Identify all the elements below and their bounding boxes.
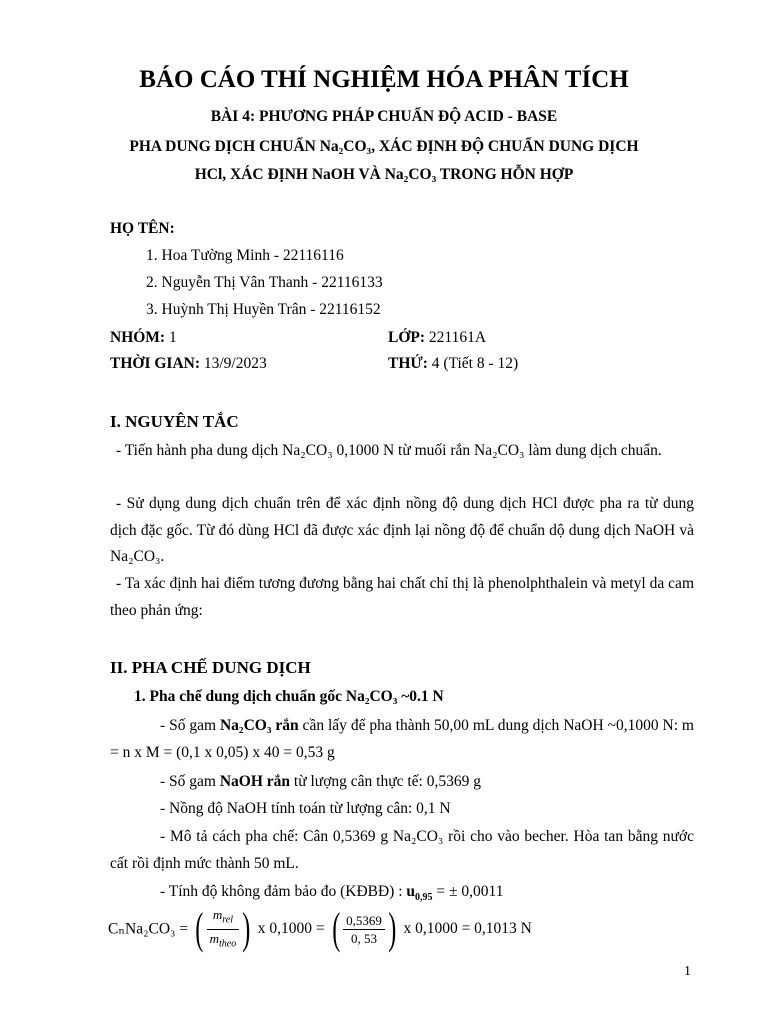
report-title: BÁO CÁO THÍ NGHIỆM HÓA PHÂN TÍCH <box>139 66 629 93</box>
uncertainty-symbol: $u_{0,95}$ <box>406 883 433 904</box>
member-3: 3. Huỳnh Thị Huyền Trân - 22116152 <box>146 301 381 318</box>
solid-mass-line <box>110 713 694 766</box>
left-paren-1: ( <box>195 904 204 954</box>
uncertainty-value: = ± 0,0011 <box>432 883 504 900</box>
solid-mass-prefix: - Số gam <box>160 717 220 734</box>
time-value: 13/9/2023 <box>200 355 267 372</box>
formula-mid: x 0,1000 = <box>257 920 329 938</box>
group-value: 1 <box>165 329 177 346</box>
group-label: NHÓM: <box>110 329 166 346</box>
section-2-heading: II. PHA CHẾ DUNG DỊCH <box>110 658 311 677</box>
class-label: LỚP: <box>388 329 426 346</box>
day-value: 4 (Tiết 8 - 12) <box>427 355 519 372</box>
solid-mass-text: cần lấy để pha thành 50,00 mL dung dịch NaOH ~0,1000 N: m = n x M = (0,1 x 0,05) x 40 = 0,53 g <box>110 717 694 761</box>
day-field <box>388 355 518 373</box>
group-field <box>110 329 177 347</box>
uncertainty-line <box>160 883 503 903</box>
fraction-values: $\frac{0,5369}{0, 53}$ <box>343 912 385 947</box>
solid-mass-compound: Na₂CO₃ rắn <box>219 717 299 734</box>
member-1: 1. Hoa Tường Minh - 22116116 <box>146 247 344 264</box>
right-paren-2: ) <box>388 904 397 954</box>
section-1-heading: I. NGUYÊN TẮC <box>110 412 239 431</box>
actual-mass-prefix: - Số gam <box>160 773 220 790</box>
class-field <box>388 329 486 347</box>
time-field <box>110 355 267 373</box>
topic-line-1: PHA DUNG DỊCH CHUẨN Na₂CO₃, XÁC ĐỊNH ĐỘ CHUẨN DUNG DỊCH <box>129 138 639 155</box>
member-2: 2. Nguyễn Thị Vân Thanh - 22116133 <box>146 274 383 291</box>
actual-mass-compound: NaOH rắn <box>219 773 291 790</box>
actual-mass-line <box>160 773 481 791</box>
topic-line-2: HCl, XÁC ĐỊNH NaOH VÀ Na₂CO₃ TRONG HỖN HỢP <box>194 166 574 183</box>
lab-subtitle: BÀI 4: PHƯƠNG PHÁP CHUẨN ĐỘ ACID - BASE <box>210 108 558 125</box>
concentration-line: - Nồng độ NaOH tính toán từ lượng cân: 0,1 N <box>160 800 451 817</box>
page-number: 1 <box>684 964 691 979</box>
preparation-description: - Mô tả cách pha chế: Cân 0,5369 g Na₂CO₃ rồi cho vào becher. Hòa tan bằng nước cất rồi định mức thành 50 mL. <box>110 828 694 872</box>
subsection-1-heading: 1. Pha chế dung dịch chuẩn gốc Na₂CO₃ ~0.1 N <box>134 688 444 705</box>
actual-mass-text: từ lượng cân thực tế: 0,5369 g <box>290 773 481 790</box>
section-1-paragraph-1: - Tiến hành pha dung dịch Na₂CO₃ 0,1000 N từ muối rắn Na₂CO₃ làm dung dịch chuẩn. <box>116 442 662 459</box>
name-label: HỌ TÊN: <box>110 220 175 237</box>
right-paren-1: ) <box>242 904 251 954</box>
class-value: 221161A <box>425 329 487 346</box>
section-1-paragraph-2: - Sử dụng dung dịch chuẩn trên để xác định nồng độ dung dịch HCl được pha ra từ dung dịch đặc gốc. Từ đó dùng HCl đã được xác định lại nồng độ để chuẩn dộ dung dịch NaOH và Na₂CO₃. <box>110 495 694 565</box>
formula-rhs: x 0,1000 = 0,1013 N <box>403 920 532 938</box>
left-paren-2: ( <box>331 904 340 954</box>
fraction-mass-ratio: $\frac{m_{rel}}{m_{theo}}$ <box>207 906 240 952</box>
time-label: THỜI GIAN: <box>110 355 200 372</box>
uncertainty-prefix: - Tính độ không đảm bảo đo (KĐBĐ) : <box>160 883 407 900</box>
concentration-formula <box>108 906 532 952</box>
formula-lhs: CₙNa₂CO₃ = <box>108 920 189 938</box>
day-label: THỨ: <box>388 355 428 372</box>
section-1-paragraph-3: - Ta xác định hai điểm tương đương bằng hai chất chỉ thị là phenolphthalein và metyl da cam theo phản ứng: <box>110 575 694 619</box>
